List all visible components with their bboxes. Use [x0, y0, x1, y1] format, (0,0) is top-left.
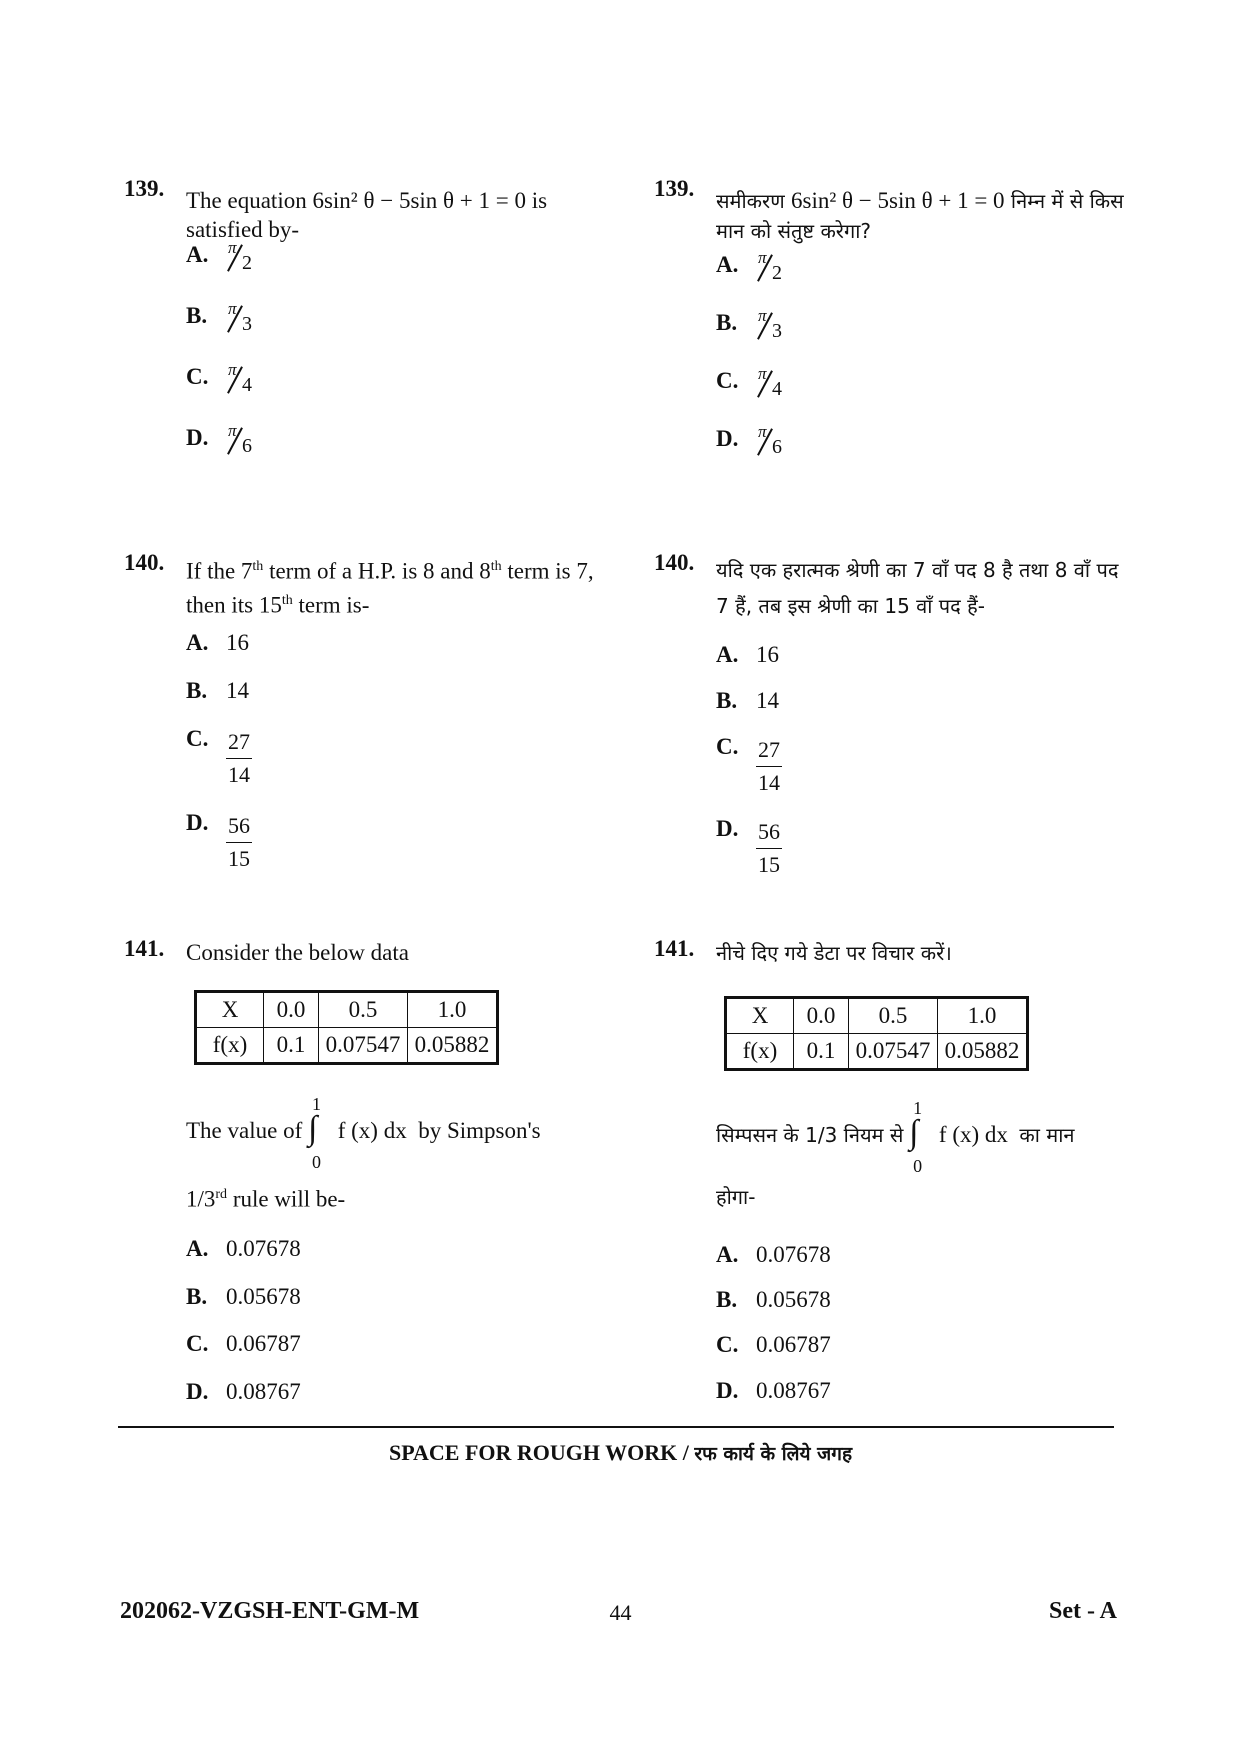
data-table: X 0.0 0.5 1.0 f(x) 0.1 0.07547 0.05882 — [724, 996, 1029, 1071]
option-d[interactable]: D. π 6 — [716, 422, 782, 458]
set-label: Set - A — [1049, 1598, 1117, 1624]
option-c[interactable]: C. π 4 — [716, 364, 782, 400]
option-d[interactable]: D. $\frac{56}{15}$ — [716, 816, 780, 877]
page-number: 44 — [609, 1600, 632, 1625]
option-a[interactable]: A. π 2 — [186, 238, 252, 274]
option-b[interactable]: B. 0.05678 — [716, 1287, 831, 1312]
option-a[interactable]: A. 0.07678 — [716, 1242, 831, 1267]
question-number: 141. — [124, 936, 165, 961]
option-c[interactable]: C. 0.06787 — [716, 1332, 831, 1357]
data-table: X 0.0 0.5 1.0 f(x) 0.1 0.07547 0.05882 — [194, 990, 499, 1065]
option-b[interactable]: B. 0.05678 — [186, 1284, 301, 1309]
option-d[interactable]: D. 0.08767 — [716, 1378, 831, 1403]
question-text-line2: होगा- — [716, 1185, 756, 1209]
question-text: यदि एक हरात्मक श्रेणी का 7 वाँ पद 8 है तथा 8 वाँ पद 7 हैं, तब इस श्रेणी का 15 वाँ पद हैं- — [716, 558, 1119, 618]
option-b[interactable]: B. 14 — [716, 688, 779, 713]
option-a[interactable]: A. 16 — [716, 642, 779, 667]
option-a[interactable]: A. π 2 — [716, 248, 782, 284]
question-number: 141. — [654, 936, 695, 961]
option-b[interactable]: B. π 3 — [186, 299, 252, 335]
option-d[interactable]: D. $\frac{56}{15}$ — [186, 810, 250, 871]
equation: 6sin² θ − 5sin θ + 1 = 0 — [791, 188, 1005, 213]
question-intro: Consider the below data — [186, 940, 409, 965]
question-text: If the 7th term of a H.P. is 8 and 8th term is 7, then its 15th term is- — [186, 558, 594, 618]
question-text: The equation 6sin² θ − 5sin θ + 1 = 0 is satisfied by- — [186, 188, 548, 242]
integral-question: सिम्पसन के 1/3 नियम से 1 ∫ 0 f (x) dx का मान — [716, 1097, 1075, 1176]
option-c[interactable]: C. $\frac{27}{14}$ — [716, 734, 780, 795]
option-b[interactable]: B. 14 — [186, 678, 249, 703]
integral-sign: 1 ∫ 0 — [307, 1093, 321, 1172]
option-a[interactable]: A. 0.07678 — [186, 1236, 301, 1261]
question-intro: नीचे दिए गये डेटा पर विचार करें। — [716, 941, 952, 965]
equation: 6sin² θ − 5sin θ + 1 = 0 — [312, 188, 526, 213]
question-text: समीकरण 6sin² θ − 5sin θ + 1 = 0 निम्न में से किस मान को संतुष्ट करेगा? — [716, 188, 1124, 243]
option-d[interactable]: D. 0.08767 — [186, 1379, 301, 1404]
rough-work-heading: SPACE FOR ROUGH WORK / रफ कार्य के लिये जगह — [388, 1440, 853, 1465]
question-number: 140. — [124, 550, 165, 575]
integral-question: The value of 1 ∫ 0 f (x) dx by Simpson's — [186, 1093, 541, 1172]
integral-sign: 1 ∫ 0 — [909, 1097, 923, 1176]
option-c[interactable]: C. $\frac{27}{14}$ — [186, 726, 250, 787]
question-number: 140. — [654, 550, 695, 575]
question-text-line2: 1/3rd rule will be- — [186, 1186, 346, 1212]
divider-line — [118, 1426, 1114, 1428]
option-a[interactable]: A. 16 — [186, 630, 249, 655]
option-c[interactable]: C. π 4 — [186, 360, 252, 396]
question-number: 139. — [654, 176, 695, 201]
paper-code: 202062-VZGSH-ENT-GM-M — [120, 1598, 420, 1624]
option-d[interactable]: D. π 6 — [186, 421, 252, 457]
question-number: 139. — [124, 176, 165, 201]
option-b[interactable]: B. π 3 — [716, 306, 782, 342]
option-c[interactable]: C. 0.06787 — [186, 1331, 301, 1356]
